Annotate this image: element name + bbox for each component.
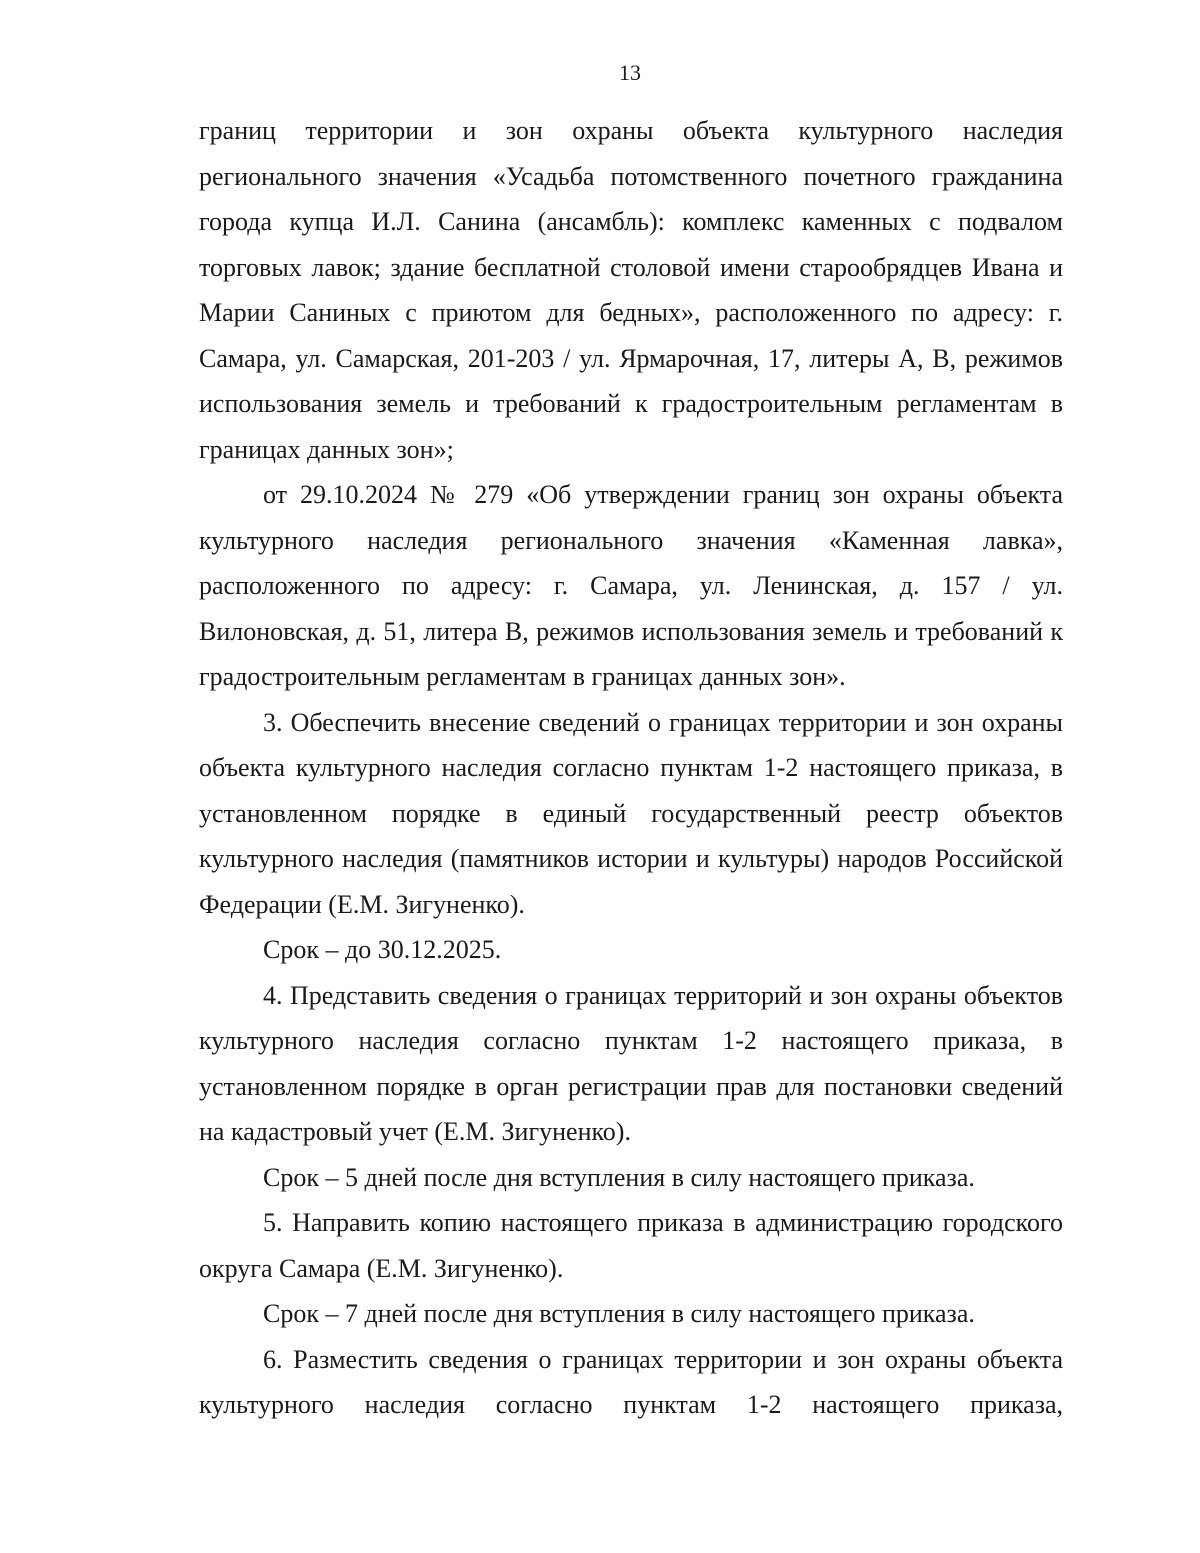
- paragraph-deadline-item-5: Срок – 7 дней после дня вступления в силу настоящего приказа.: [263, 1299, 975, 1328]
- paragraph-item-3: 3. Обеспечить внесение сведений о границах территории и зон охраны объекта культурного наследия согласно пунктам 1-2 настоящего приказа, в установленном порядке в единый государственный реестр объектов культурного наследия (памятников истории и культуры) народов Российской Федерации (Е.М. Зигуненко).: [199, 707, 1063, 919]
- paragraph-deadline-item-3: Срок – до 30.12.2025.: [263, 935, 502, 964]
- paragraph-item-4: 4. Представить сведения о границах территорий и зон охраны объектов культурного наследия согласно пунктам 1-2 настоящего приказа, в установленном порядке в орган регистрации прав для постановки сведений на кадастровый учет (Е.М. Зигуненко).: [199, 980, 1063, 1146]
- paragraph-deadline-item-4: Срок – 5 дней после дня вступления в силу настоящего приказа.: [263, 1162, 975, 1192]
- page-number: 13: [619, 60, 641, 85]
- paragraph-item-5: 5. Направить копию настоящего приказа в администрацию городского округа Самара (Е.М. Зигуненко).: [199, 1208, 1063, 1283]
- paragraph-order-279: от 29.10.2024 № 279 «Об утверждении границ зон охраны объекта культурного наследия регионального значения «Каменная лавка», расположенного по адресу: г. Самара, ул. Ленинская, д. 157 / ул. Вилоновская, д. 51, литера В, режимов использования земель и требований к градостроительным регламентам в границах данных зон».: [199, 480, 1063, 691]
- paragraph-continuation-borders-san: границ территории и зон охраны объекта культурного наследия регионального значения «Усадьба потомственного почетного гражданина города купца И.Л. Санина (ансамбль): комплекс каменных с подвалом торговых лавок; здание бесплатной столовой имени старообрядцев Ивана и Марии Саниных с приютом для бедных», расположенного по адресу: г. Самара, ул. Самарская, 201-203 / ул. Ярмарочная, 17, литеры А, В, режимов использования земель и требований к градостроительным регламентам в границах данных зон»;: [199, 116, 1063, 464]
- document-body: [199, 108, 1063, 1428]
- paragraph-item-6: 6. Разместить сведения о границах территории и зон охраны объекта культурного наследия согласно пунктам 1-2 настоящего приказа,: [199, 1344, 1063, 1419]
